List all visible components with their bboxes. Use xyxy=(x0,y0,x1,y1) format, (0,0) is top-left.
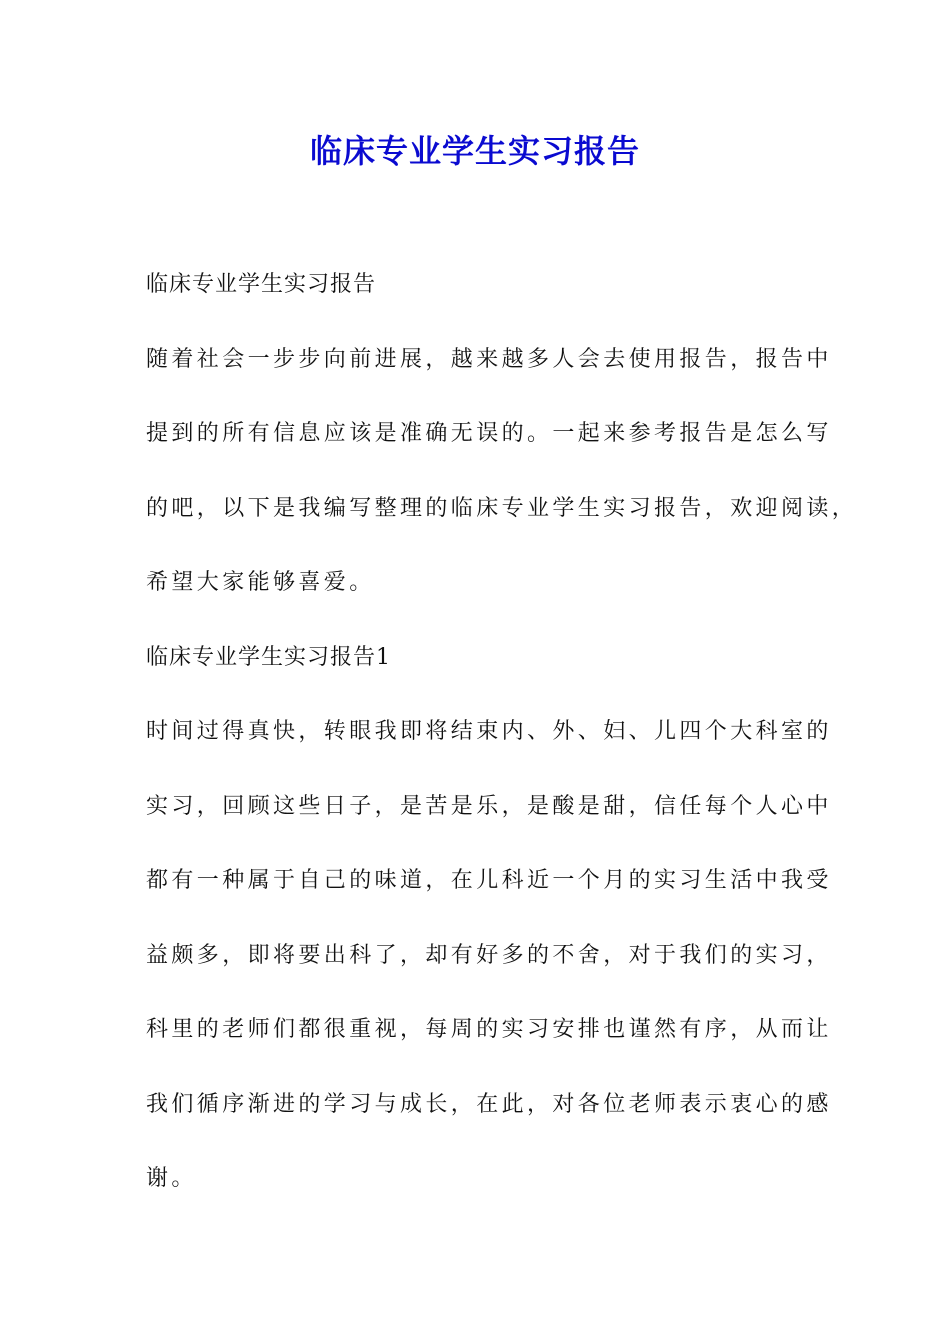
paragraph-line: 希望大家能够喜爱。 xyxy=(146,570,375,595)
paragraph-line: 的吧，以下是我编写整理的临床专业学生实习报告，欢迎阅读， xyxy=(146,496,858,521)
paragraph-line: 实习，回顾这些日子，是苦是乐，是酸是甜，信任每个人心中 xyxy=(146,794,832,819)
paragraph-line: 时间过得真快，转眼我即将结束内、外、妇、儿四个大科室的 xyxy=(146,719,832,744)
paragraph-line: 益颇多，即将要出科了，却有好多的不舍，对于我们的实习， xyxy=(146,943,832,968)
paragraph-line: 提到的所有信息应该是准确无误的。一起来参考报告是怎么写 xyxy=(146,421,832,446)
paragraph-line: 科里的老师们都很重视，每周的实习安排也谨然有序，从而让 xyxy=(146,1017,832,1042)
paragraph-line: 随着社会一步步向前进展，越来越多人会去使用报告，报告中 xyxy=(146,347,832,372)
paragraph-line: 谢。 xyxy=(146,1166,197,1191)
document-title: 临床专业学生实习报告 xyxy=(309,132,640,170)
section-heading-1: 临床专业学生实习报告1 xyxy=(146,645,391,670)
paragraph-line: 都有一种属于自己的味道，在儿科近一个月的实习生活中我受 xyxy=(146,868,832,893)
paragraph-line: 我们循序渐进的学习与成长，在此，对各位老师表示衷心的感 xyxy=(146,1092,832,1117)
section-heading-intro: 临床专业学生实习报告 xyxy=(146,272,377,297)
